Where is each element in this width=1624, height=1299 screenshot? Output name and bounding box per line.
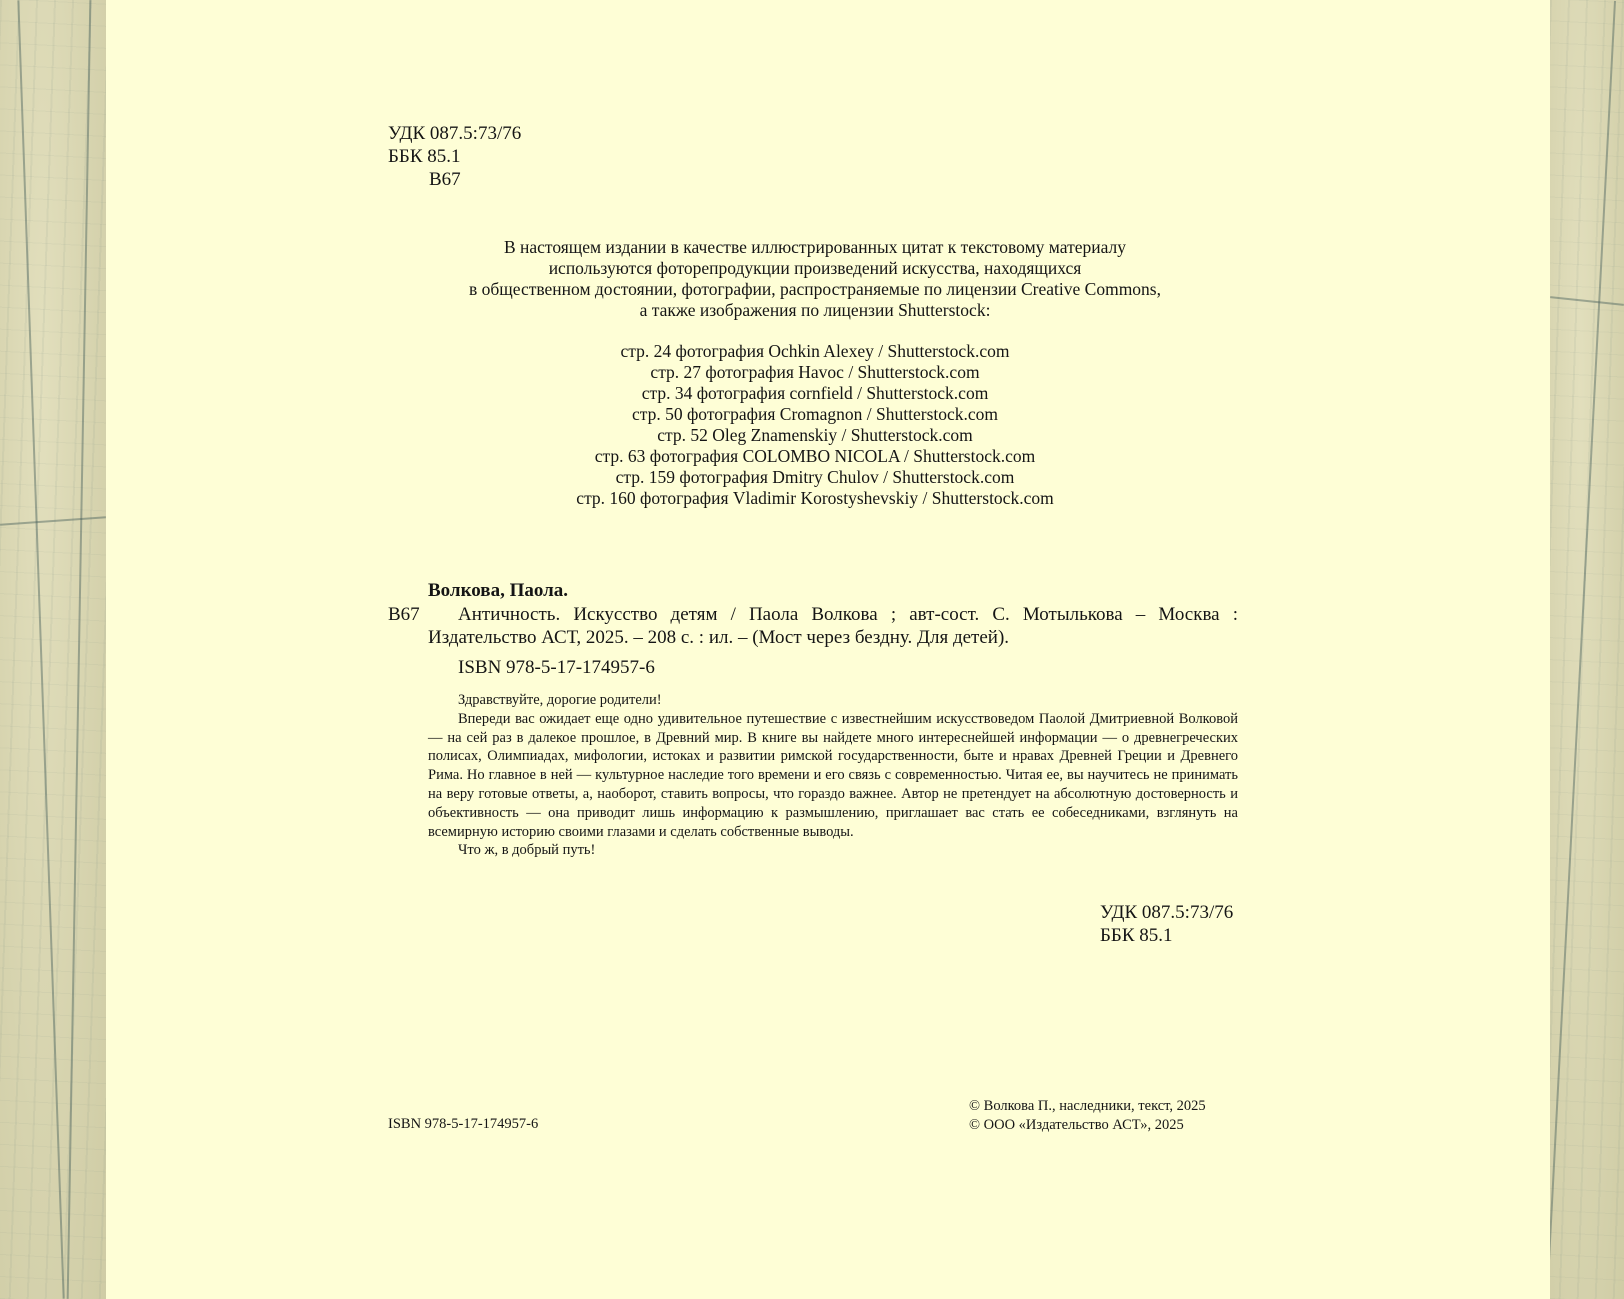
footer-isbn: ISBN 978-5-17-174957-6 bbox=[388, 1116, 539, 1132]
background-map-right bbox=[1550, 0, 1624, 1299]
bibliographic-line: Античность. Искусство детям / Паола Волкова ; авт-сост. С. Мотылькова – Москва : bbox=[458, 604, 1238, 625]
background-map-left bbox=[0, 0, 106, 1299]
photo-credit: стр. 63 фотография COLOMBO NICOLA / Shutterstock.com bbox=[594, 446, 1036, 466]
classification-codes-bottom bbox=[1100, 901, 1233, 947]
copyright-line: © ООО «Издательство АСТ», 2025 bbox=[969, 1116, 1184, 1133]
license-note-line: а также изображения по лицензии Shutterstock: bbox=[639, 300, 991, 320]
copyright-page bbox=[106, 0, 1550, 1299]
author-mark: В67 bbox=[429, 169, 461, 190]
photo-credit: стр. 24 фотография Ochkin Alexey / Shutterstock.com bbox=[620, 341, 1010, 361]
photo-credit: стр. 34 фотография cornfield / Shutterstock.com bbox=[641, 383, 989, 403]
license-note-line: В настоящем издании в качестве иллюстрированных цитат к текстовому материалу bbox=[503, 237, 1127, 257]
photo-credit: стр. 160 фотография Vladimir Korostyshevskiy / Shutterstock.com bbox=[576, 488, 1054, 508]
license-note-line: используются фоторепродукции произведений искусства, находящихся bbox=[548, 258, 1082, 278]
license-note-line: в общественном достоянии, фотографии, распространяемые по лицензии Creative Commons, bbox=[468, 279, 1161, 299]
annotation-greeting: Здравствуйте, дорогие родители! bbox=[458, 692, 662, 708]
classification-codes-top bbox=[388, 122, 521, 191]
annotation bbox=[428, 691, 1238, 860]
bbk-code: ББК 85.1 bbox=[1100, 925, 1173, 946]
annotation-body: Впереди вас ожидает еще одно удивительное путешествие с известнейшим искусствоведом Паолой Дмитриевной Волковой — на сей раз в далекое прошлое, в Древний мир. В книге вы найдете много интереснейшей информации — о древнегреческих полисах, Олимпиадах, мифологии, истоках и развитии римской государственности, быте и нравах Древней Греции и Древнего Рима. Но главное в ней — культурное наследие того времени и его связь с современностью. Читая ее, вы научитесь не принимать на веру готовые ответы, а, наоборот, ставить вопросы, что гораздо важнее. Автор не претендует на абсолютную достоверность и объективность — она приводит лишь информацию к размышлению, приглашает вас стать ее собеседниками, взглянуть на всемирную историю своими глазами и сделать собственные выводы. bbox=[428, 710, 1238, 840]
photo-credits bbox=[106, 341, 1524, 509]
photo-credit: стр. 50 фотография Cromagnon / Shutterstock.com bbox=[631, 404, 999, 424]
license-note bbox=[106, 237, 1524, 321]
bibliographic-record bbox=[428, 603, 1238, 649]
copyright-notice bbox=[969, 1097, 1206, 1134]
photo-credit: стр. 159 фотография Dmitry Chulov / Shutterstock.com bbox=[615, 467, 1015, 487]
udk-code: УДК 087.5:73/76 bbox=[388, 123, 522, 144]
photo-credit: стр. 52 Oleg Znamenskiy / Shutterstock.com bbox=[657, 425, 973, 445]
bbk-code: ББК 85.1 bbox=[388, 146, 461, 167]
author-heading: Волкова, Паола. bbox=[428, 580, 569, 601]
bibliographic-line: Издательство АСТ, 2025. – 208 с. : ил. – (Мост через бездну. Для детей). bbox=[428, 627, 1010, 648]
isbn-record: ISBN 978-5-17-174957-6 bbox=[458, 657, 655, 678]
copyright-line: © Волкова П., наследники, текст, 2025 bbox=[969, 1098, 1206, 1114]
udk-code: УДК 087.5:73/76 bbox=[1100, 902, 1234, 923]
record-mark: В67 bbox=[388, 604, 420, 625]
annotation-closing: Что ж, в добрый путь! bbox=[458, 842, 596, 859]
photo-credit: стр. 27 фотография Havoc / Shutterstock.com bbox=[650, 362, 980, 382]
